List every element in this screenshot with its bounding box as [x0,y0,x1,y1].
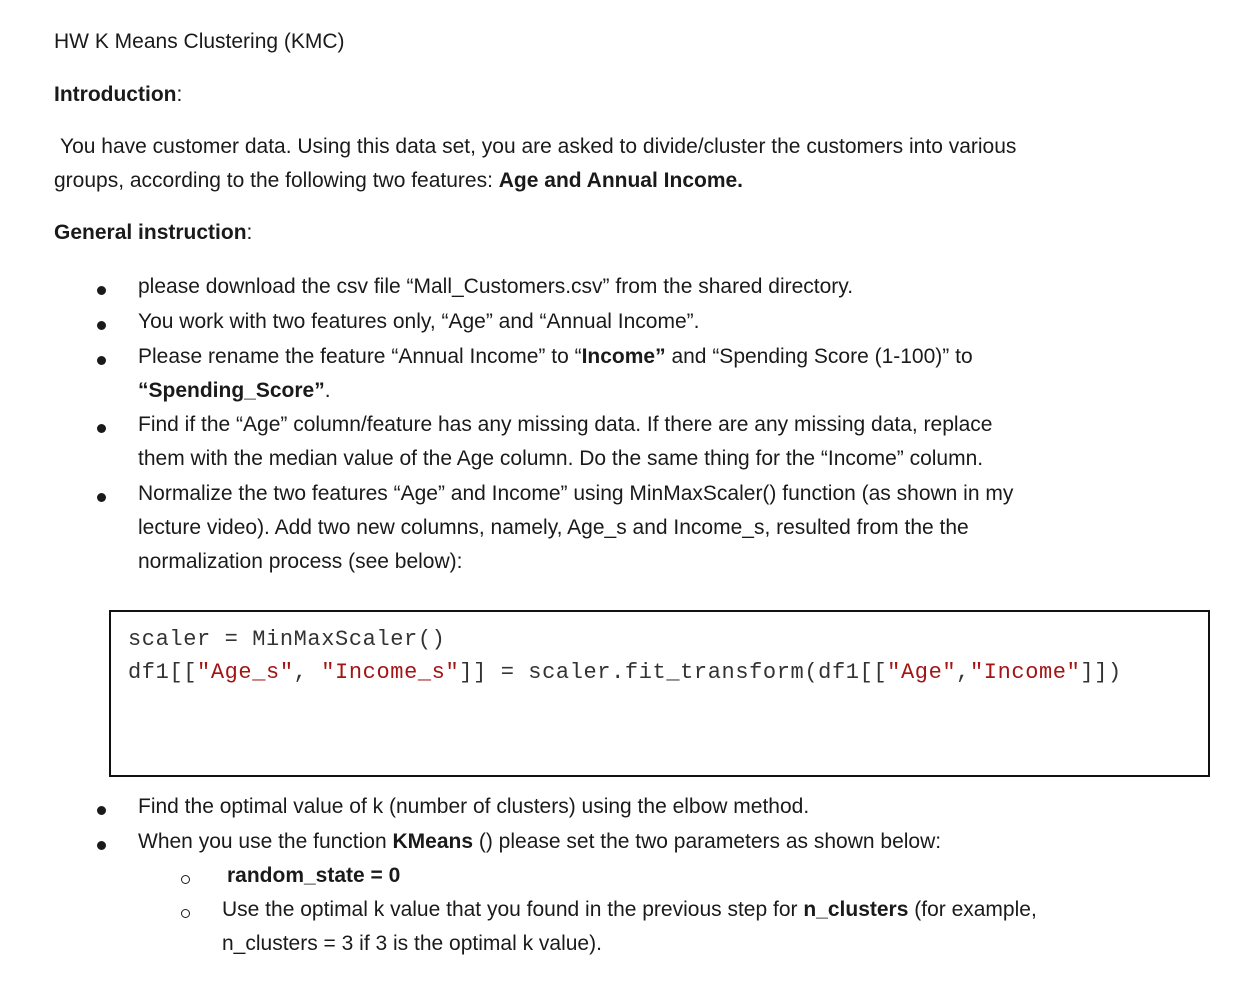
sub-item-n-clusters-line1 [222,898,1037,922]
code-string: "Income_s" [321,660,460,685]
n-clusters-text-a: Use the optimal k value that you found in the previous step for [222,898,804,921]
code-part: ]] = scaler.fit_transform(df1[[ [459,660,888,685]
bullet-dot [97,493,106,502]
code-box [109,610,1210,777]
list-item-normalize-line3: normalization process (see below): [138,550,463,573]
general-colon: : [246,221,253,244]
introduction-text-line1: You have customer data. Using this data set, you are asked to divide/cluster the customers into various [60,135,1017,158]
bullet-dot [97,286,106,295]
bullet-dot [97,356,106,365]
introduction-heading-text: Introduction [54,83,177,106]
n-clusters-text-c: (for example, [908,898,1037,921]
sub-bullet-circle [181,875,190,884]
random-state-bold: random_state = 0 [227,864,401,887]
code-part: , [956,660,970,685]
list-item-missing-line2: them with the median value of the Age column. Do the same thing for the “Income” column. [138,447,984,470]
list-item-rename-line1 [138,345,973,369]
n-clusters-bold: n_clusters [803,898,909,921]
kmeans-text-a: When you use the function [138,830,393,853]
introduction-text-line2 [54,169,743,193]
page-title: HW K Means Clustering (KMC) [54,30,345,53]
rename-text-a: Please rename the feature “Annual Income” to “ [138,345,582,368]
sub-item-n-clusters-line2: n_clusters = 3 if 3 is the optimal k value). [222,932,602,955]
code-part: df1[[ [128,660,198,685]
list-item-normalize-line2: lecture video). Add two new columns, namely, Age_s and Income_s, resulted from the the [138,516,969,539]
rename-period: . [324,379,331,402]
list-item-kmeans [138,830,941,854]
rename-text-c: and “Spending Score (1-100)” to [665,345,973,368]
bullet-dot [97,321,106,330]
code-line-2 [128,660,1122,685]
list-item-download: please download the csv file “Mall_Customers.csv” from the shared directory. [138,275,854,298]
code-part: ]]) [1080,660,1122,685]
kmeans-text-c: () please set the two parameters as shown below: [473,830,942,853]
bullet-dot [97,841,106,850]
sub-bullet-circle [181,909,190,918]
list-item-normalize-line1: Normalize the two features “Age” and Income” using MinMaxScaler() function (as shown in my [138,482,1014,505]
code-string: "Income" [969,660,1081,685]
introduction-heading [54,83,182,107]
code-part: , [293,660,322,685]
rename-income-bold: Income” [581,345,666,368]
list-item-features: You work with two features only, “Age” and “Annual Income”. [138,310,700,333]
list-item-missing-line1: Find if the “Age” column/feature has any missing data. If there are any missing data, replace [138,413,993,436]
introduction-colon: : [176,83,183,106]
list-item-rename-line2 [138,379,331,403]
introduction-text-line2-bold: Age and Annual Income. [498,169,744,192]
bullet-dot [97,806,106,815]
code-line-1: scaler = MinMaxScaler() [128,627,446,652]
bullet-dot [97,424,106,433]
kmeans-bold: KMeans [392,830,474,853]
list-item-elbow: Find the optimal value of k (number of clusters) using the elbow method. [138,795,810,818]
code-string: "Age" [887,660,957,685]
rename-spending-bold: “Spending_Score” [138,379,325,402]
general-heading-text: General instruction [54,221,247,244]
code-string: "Age_s" [197,660,294,685]
sub-item-random-state [227,864,400,888]
general-instruction-heading [54,221,252,245]
introduction-text-line2-plain: groups, according to the following two features: [54,169,499,192]
